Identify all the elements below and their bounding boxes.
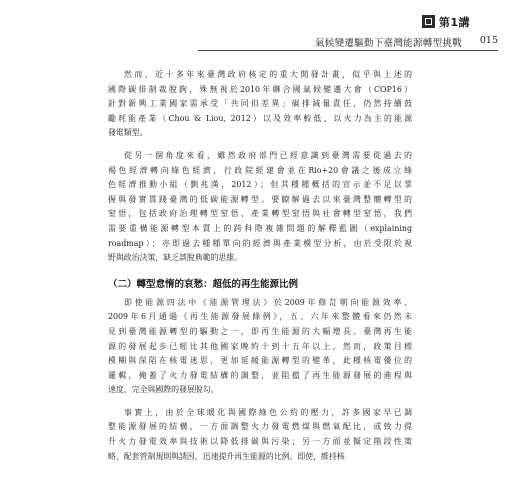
- text-line: 窒悟，包括政府治理轉型窒悟、產業轉型窒悟與社會轉型窒悟，我們: [108, 209, 412, 219]
- text-line: 需要重構能源轉型本質上的跨科際複雜問題的解釋藍圖（explaining: [108, 223, 412, 233]
- text-line: 升火力發電效率與技術以降低排碳與污染；另一方面並擬定階段性策: [108, 437, 412, 447]
- text-line: roadmap）；亦即過去種種單向的經濟與產業模型分析，由於受限於視: [108, 238, 412, 248]
- text-line: 邏輯，掩蓋了火力發電結構的調整，並阻擋了再生能源發展的進程與: [108, 370, 412, 380]
- text-line: 源的發展起步已經比其他國家晚約十到十五年以上，然而，政策目標: [108, 341, 412, 351]
- header-divider: [198, 50, 498, 51]
- text-line: 2009年6月通過《再生能源發展條例》，五、六年來整體看來仍然未: [108, 312, 412, 322]
- body-paragraph: [108, 68, 412, 141]
- text-line: 然而，近十多年來臺灣政府核定的重大開發計畫，似乎與上述的: [124, 70, 412, 79]
- running-title: 氣候變遷驅動下臺灣能源轉型挑戰: [314, 38, 462, 49]
- text-line: 握與發實貫踐臺灣的低碳能源轉型。要瞭解過去以來臺灣整體轉型的: [108, 194, 412, 204]
- text-line: 色經濟推動小組（劉兆漢，2012）；但其種種概括的宣示並不足以掌: [108, 180, 412, 190]
- text-line: 模糊與深陷在核電迷思，更加延緩能源轉型的變革，此種核電優位的: [108, 356, 412, 366]
- text-line: 國際碳排制裁脫鉤，殊無視於2010年聯合國氣候變遷大會（COP16）: [108, 84, 412, 94]
- page-number: 015: [479, 35, 498, 46]
- text-line: 針對新興工業國家需承受「共同但差異」碳排減量責任，仍然持續鼓: [108, 99, 412, 109]
- section-heading: （二）轉型怠惰的哀愁：超低的再生能源比例: [108, 278, 299, 290]
- text-line: 勵耗能產業（Chou & Liou, 2012）以及效率較低、以火力為主的能源: [108, 113, 412, 123]
- text-line: 見到臺灣能源轉型的驅動之一，即再生能源的大幅增長。臺灣再生能: [108, 326, 412, 336]
- text-line: 事實上，由於全球暖化與國際綠色公約的壓力，許多國家早已調: [124, 407, 412, 417]
- text-line: 從另一個角度來看，雖然政府部門已經意識到臺灣需要從過去的: [124, 150, 412, 160]
- text-line: 略、配套管制規則與誘因，迅速提升再生能源的比例。即使，維持核: [108, 451, 345, 461]
- text-line: 整能源發展的結構，一方面調整火力發電燃煤與燃氣配比，或致力提: [108, 422, 412, 432]
- chapter-square-icon: [422, 15, 435, 28]
- running-header: [198, 14, 498, 56]
- body-paragraph: [108, 406, 412, 464]
- chapter-badge: [422, 14, 470, 29]
- body-paragraph: [108, 149, 412, 266]
- chapter-label: 第1講: [438, 15, 470, 29]
- text-line: 速度，完全與國際的發展脫勾。: [108, 385, 219, 395]
- body-paragraph: [108, 296, 412, 398]
- page-body: [108, 68, 412, 464]
- text-line: 即使能源四法中《能源管理法》於2009年修訂朝向能源效率、: [124, 297, 412, 307]
- text-line: 野與政治決策，缺乏談脫典範的思維。: [108, 253, 243, 263]
- text-line: 褐色經濟轉向綠色經濟，行政院經建會並在Rio+20會議之後成立綠: [108, 165, 412, 175]
- text-line: 發電類型。: [108, 128, 148, 138]
